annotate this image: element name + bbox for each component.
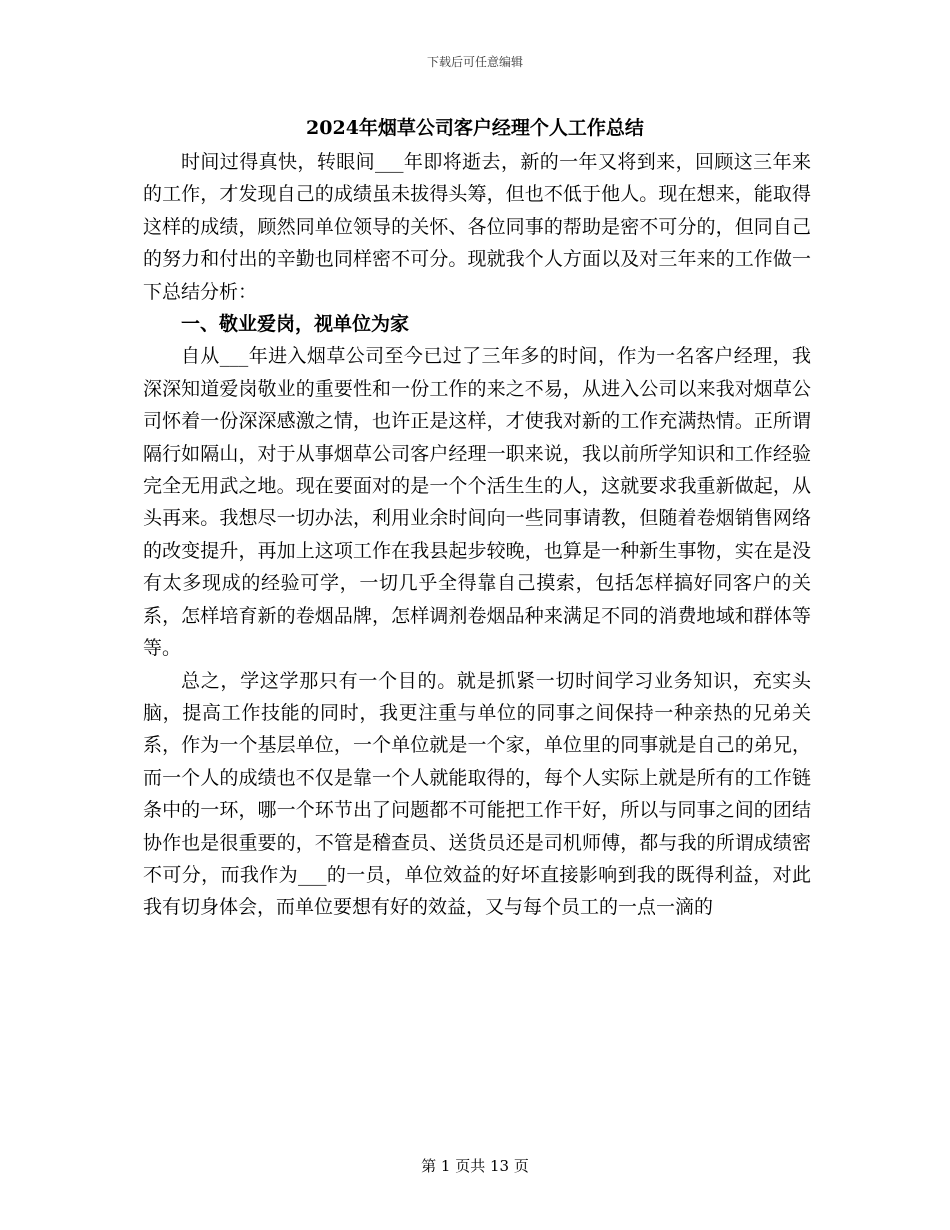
section-heading: 一、敬业爱岗，视单位为家 — [181, 313, 410, 336]
header-note: 下载后可任意编辑 — [426, 55, 523, 69]
section-paragraph-1: 自从___年进入烟草公司至今已过了三年多的时间，作为一名客户经理，我深深知道爱岗敬业的重要性和一份工作的来之不易，从进入公司以来我对烟草公司怀着一份深深感激之情，也许正是这样，才使我对新的工作充满热情。正所谓隔行如隔山，对于从事烟草公司客户经理一职来说，我以前所学知识和工作经验完全无用武之地。现在要面对的是一个个活生生的人，这就要求我重新做起，从头再来。我想尽一切办法，利用业余时间向一些同事请教，但随着卷烟销售网络的改变提升，再加上这项工作在我县起步较晚，也算是一种新生事物，实在是没有太多现成的经验可学，一切几乎全得靠自己摸索，包括怎样搞好同客户的关系，怎样培育新的卷烟品牌，怎样调剂卷烟品种来满足不同的消费地域和群体等等。 — [143, 345, 811, 660]
page-footer: 第 1 页共 13 页 — [421, 1157, 529, 1175]
document-body — [143, 146, 811, 924]
document-title: 2024年烟草公司客户经理个人工作总结 — [306, 117, 644, 139]
section-paragraph-2: 总之，学这学那只有一个目的。就是抓紧一切时间学习业务知识，充实头脑，提高工作技能的同时，我更注重与单位的同事之间保持一种亲热的兄弟关系，作为一个基层单位，一个单位就是一个家，单位里的同事就是自己的弟兄，而一个人的成绩也不仅是靠一个人就能取得的，每个人实际上就是所有的工作链条中的一环，哪一个环节出了问题都不可能把工作干好，所以与同事之间的团结协作也是很重要的，不管是稽查员、送货员还是司机师傅，都与我的所谓成绩密不可分，而我作为___的一员，单位效益的好坏直接影响到我的既得利益，对此我有切身体会，而单位要想有好的效益，又与每个员工的一点一滴的 — [143, 669, 811, 919]
intro-paragraph: 时间过得真快，转眼间___年即将逝去，新的一年又将到来，回顾这三年来的工作，才发现自己的成绩虽未拔得头筹，但也不低于他人。现在想来，能取得这样的成绩，顾然同单位领导的关怀、各位同事的帮助是密不可分的，但同自己的努力和付出的辛勤也同样密不可分。现就我个人方面以及对三年来的工作做一下总结分析： — [143, 151, 811, 303]
